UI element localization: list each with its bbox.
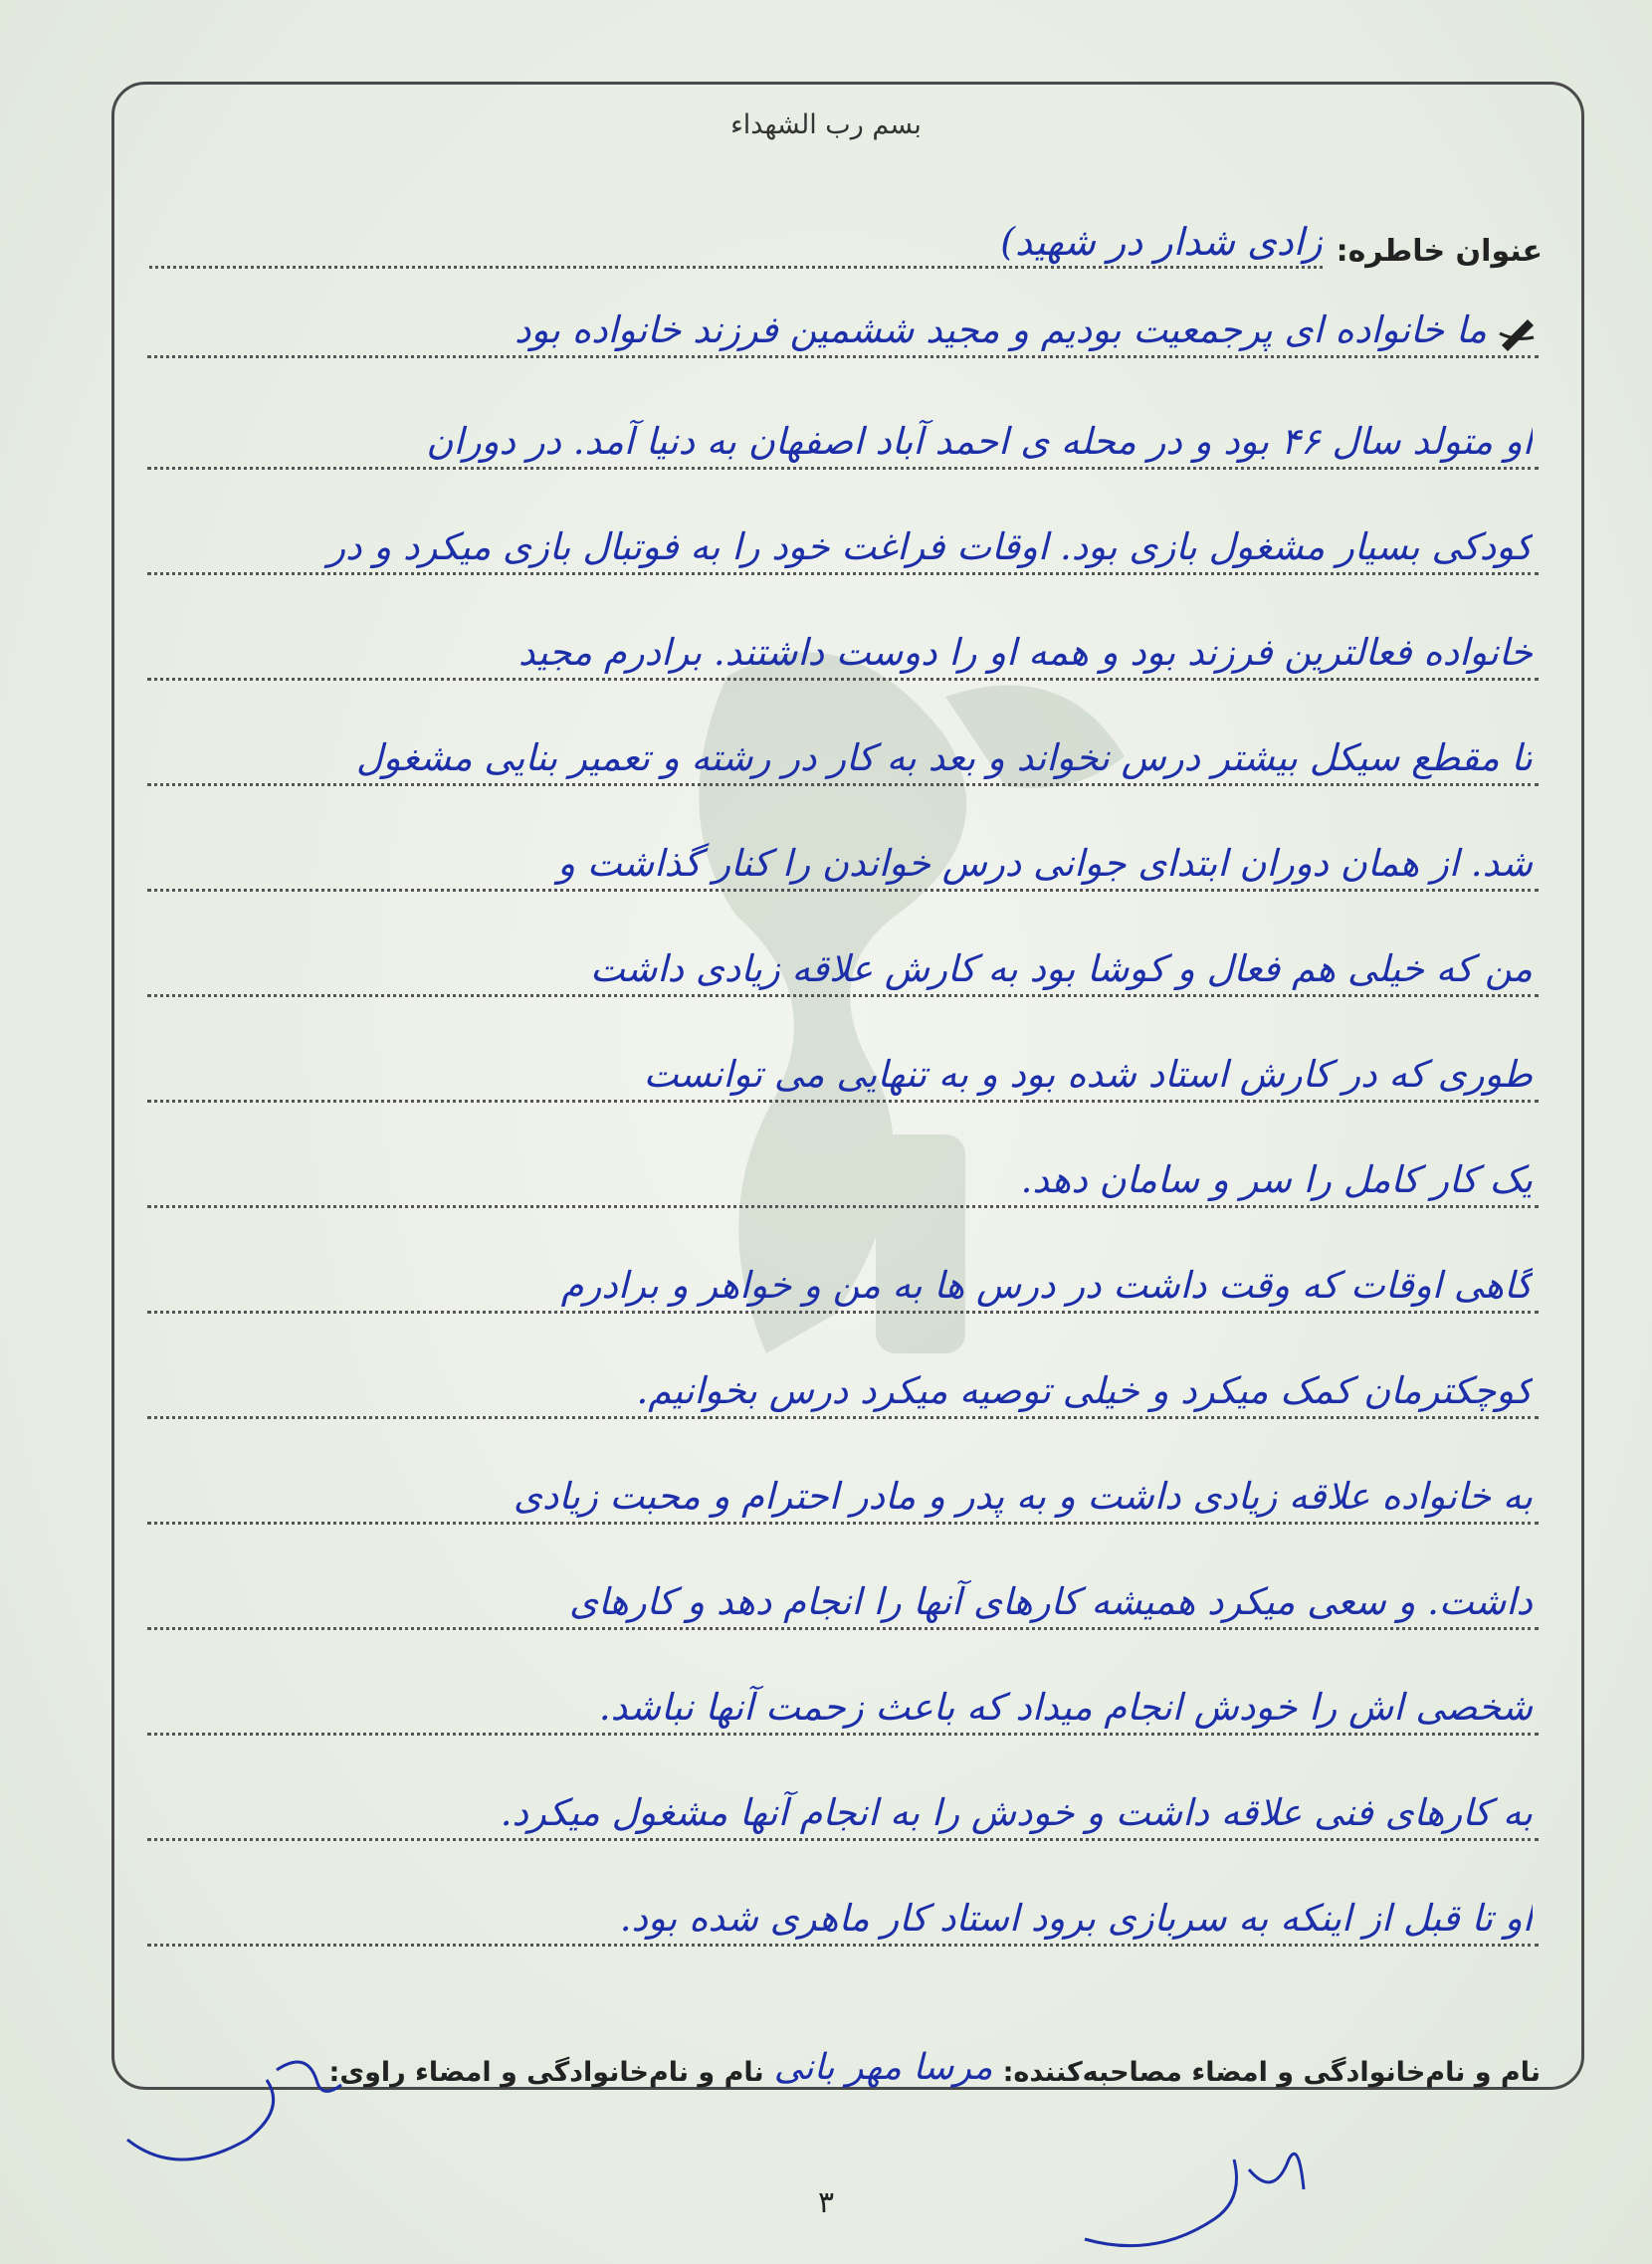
memoir-line: شد. از همان دوران ابتدای جوانی درس خواندن را کنار گذاشت و [147, 822, 1539, 892]
memoir-line: گاهی اوقات که وقت داشت در درس ها به من و خواهر و برادرم [147, 1244, 1539, 1314]
memoir-line: طوری که در کارش استاد شده بود و به تنهایی می توانست [147, 1033, 1539, 1103]
memoir-line: ما خانواده ای پرجمعیت بودیم و مجید ششمین فرزند خانواده بود [147, 289, 1539, 358]
narrator-signature-icon [117, 2040, 346, 2169]
memoir-line: او تا قبل از اینکه به سربازی برود استاد کار ماهری شده بود. [147, 1877, 1539, 1947]
page-number: ۳ [817, 2185, 835, 2220]
title-value: زادی شدار در شهید) [149, 220, 1323, 269]
memoir-line: کودکی بسیار مشغول بازی بود. اوقات فراغت خود را به فوتبال بازی میکرد و در [147, 506, 1539, 575]
title-label: عنوان خاطره: [1336, 234, 1543, 269]
memoir-lines [147, 0, 1539, 2264]
memoir-line: او متولد سال ۴۶ بود و در محله ی احمد آباد اصفهان به دنیا آمد. در دوران [147, 400, 1539, 470]
memoir-line: شخصی اش را خودش انجام میداد که باعث زحمت آنها نباشد. [147, 1666, 1539, 1736]
page-header: بسم رب الشهداء [730, 109, 922, 140]
memoir-line: داشت. و سعی میکرد همیشه کارهای آنها را انجام دهد و کارهای [147, 1560, 1539, 1630]
memoir-line: کوچکترمان کمک میکرد و خیلی توصیه میکرد درس بخوانیم. [147, 1349, 1539, 1419]
narrator-label: نام و نام‌خانوادگی و امضاء راوی: [328, 2057, 764, 2088]
memoir-line: یک کار کامل را سر و سامان دهد. [147, 1138, 1539, 1208]
memoir-line: به خانواده علاقه زیادی داشت و به پدر و مادر احترام و محبت زیادی [147, 1455, 1539, 1525]
memoir-line: خانواده فعالترین فرزند بود و همه او را دوست داشتند. برادرم مجید [147, 611, 1539, 681]
interviewer-label: نام و نام‌خانوادگی و امضاء مصاحبه‌کننده: [1002, 2057, 1541, 2088]
memoir-line: تا مقطع سیکل بیشتر درس نخواند و بعد به کار در رشته و تعمیر بنایی مشغول [147, 717, 1539, 786]
interviewer-name: مرسا مهر بانی [773, 2047, 993, 2088]
memoir-line: به کارهای فنی علاقه داشت و خودش را به انجام آنها مشغول میکرد. [147, 1771, 1539, 1841]
memoir-line: من که خیلی هم فعال و کوشا بود به کارش علاقه زیادی داشت [147, 927, 1539, 997]
